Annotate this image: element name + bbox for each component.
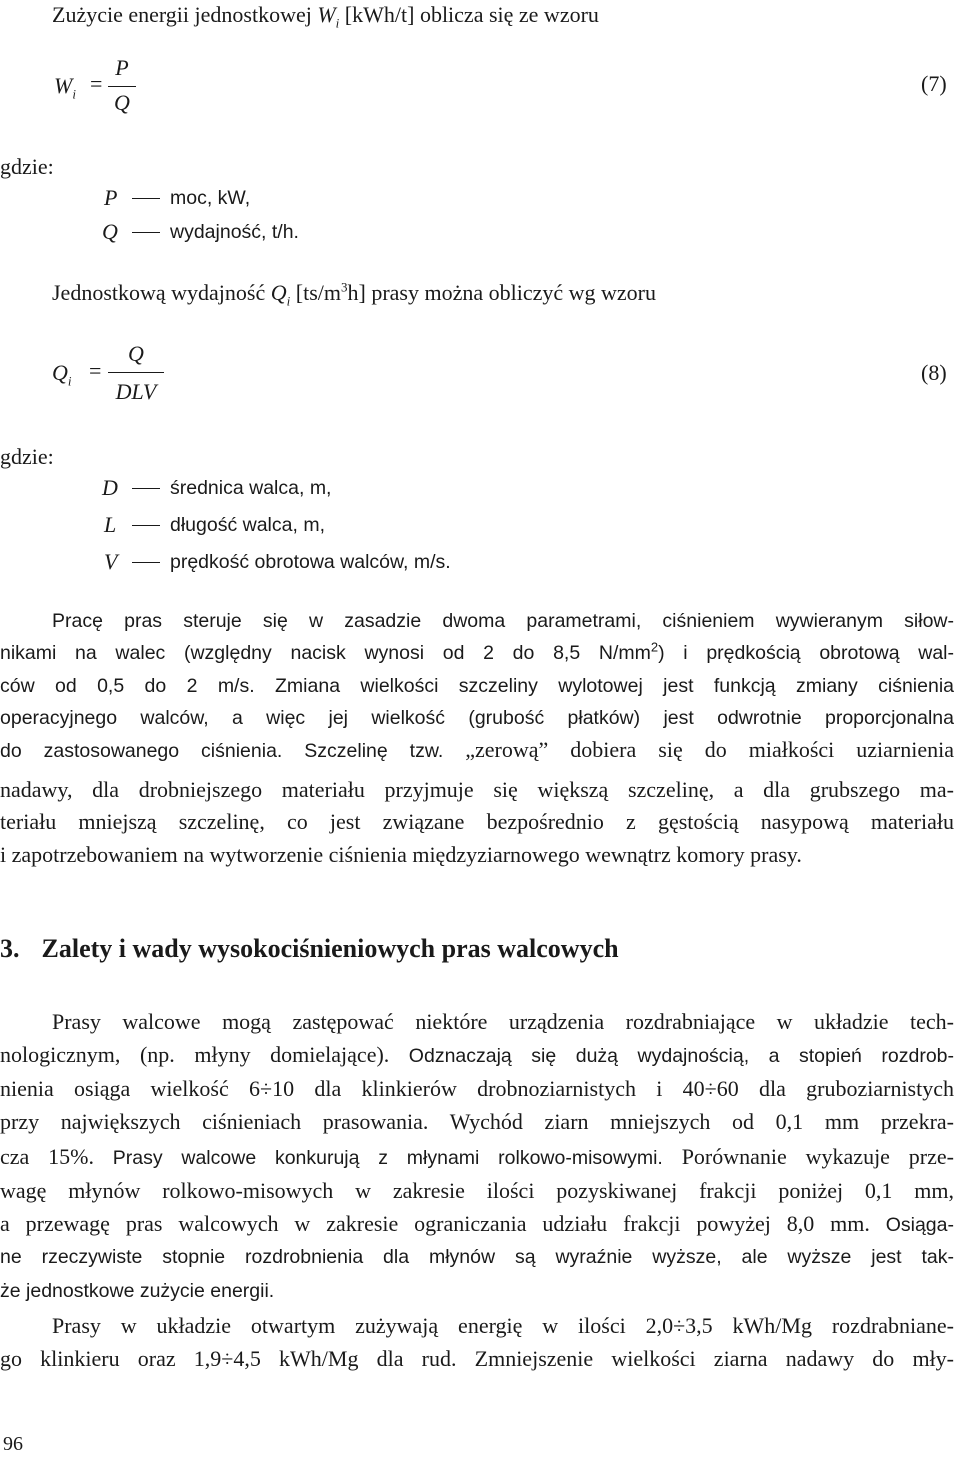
page-number: 96	[3, 1433, 23, 1455]
where-label: gdzie:	[0, 444, 54, 469]
equation-number: (8)	[921, 360, 947, 385]
where-label: gdzie:	[0, 154, 54, 179]
intro-capacity: Jednostkową wydajność $Q_i$ $[ts/m^3h]$ prasy można obliczyć wg wzoru	[52, 279, 657, 309]
equation-number: (7)	[921, 71, 947, 96]
intro-energy: Zużycie energii jednostkowej $W_i$ [kWh/t] oblicza się ze wzoru	[52, 2, 599, 31]
section-heading: 3. Zalety i wady wysokociśnieniowych pras walcowych	[0, 934, 619, 963]
